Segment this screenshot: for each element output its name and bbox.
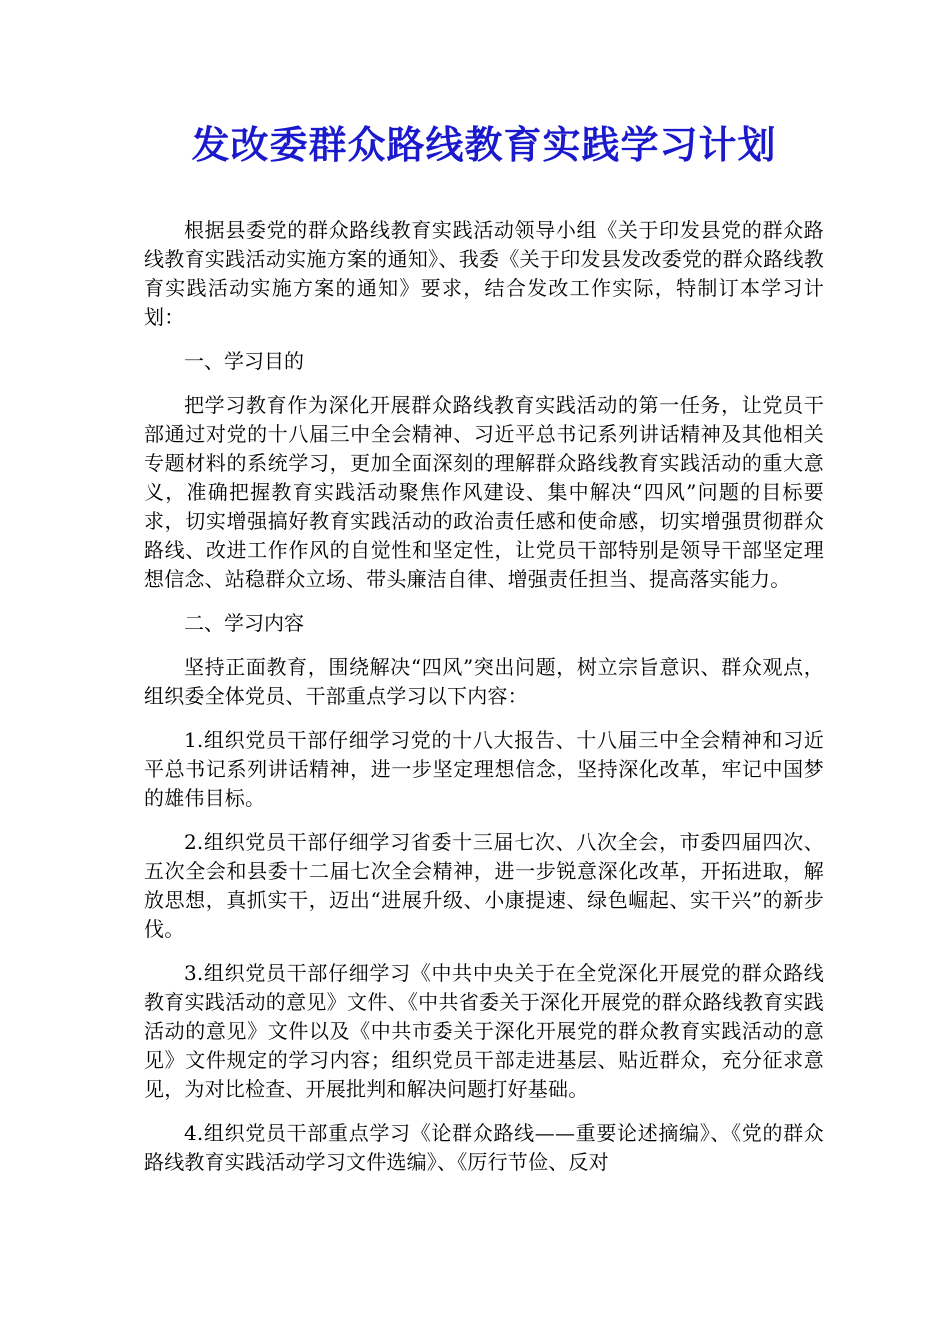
content-item-4: 4.组织党员干部重点学习《论群众路线——重要论述摘编》、《党的群众路线教育实践活动学习文件选编》、《厉行节俭、反对 bbox=[144, 1121, 824, 1174]
section-heading-content: 二、学习内容 bbox=[184, 611, 304, 635]
content-intro-paragraph: 坚持正面教育，围绕解决“四风”突出问题，树立宗旨意识、群众观点，组织委全体党员、干部重点学习以下内容： bbox=[144, 655, 824, 708]
content-item-3: 3.组织党员干部仔细学习《中共中央关于在全党深化开展党的群众路线教育实践活动的意见》文件、《中共省委关于深化开展党的群众路线教育实践活动的意见》文件以及《中共市委关于深化开展党的群众教育实践活动的意见》文件规定的学习内容；组织党员干部走进基层、贴近群众，充分征求意见，为对比检查、开展批判和解决问题打好基础。 bbox=[144, 961, 824, 1101]
section-heading-purpose: 一、学习目的 bbox=[184, 349, 304, 373]
purpose-paragraph: 把学习教育作为深化开展群众路线教育实践活动的第一任务，让党员干部通过对党的十八届三中全会精神、习近平总书记系列讲话精神及其他相关专题材料的系统学习，更加全面深刻的理解群众路线教育实践活动的重大意义，准确把握教育实践活动聚焦作风建设、集中解决“四风”问题的目标要求，切实增强搞好教育实践活动的政治责任感和使命感，切实增强贯彻群众路线、改进工作作风的自觉性和坚定性，让党员干部特别是领导干部坚定理想信念、站稳群众立场、带头廉洁自律、增强责任担当、提高落实能力。 bbox=[144, 393, 824, 591]
content-item-2: 2.组织党员干部仔细学习省委十三届七次、八次全会，市委四届四次、五次全会和县委十二届七次全会精神，进一步锐意深化改革，开拓进取，解放思想，真抓实干，迈出“进展升级、小康提速、绿色崛起、实干兴”的新步伐。 bbox=[144, 830, 824, 941]
content-item-1: 1.组织党员干部仔细学习党的十八大报告、十八届三中全会精神和习近平总书记系列讲话精神，进一步坚定理想信念，坚持深化改革，牢记中国梦的雄伟目标。 bbox=[144, 728, 824, 810]
intro-paragraph: 根据县委党的群众路线教育实践活动领导小组《关于印发县党的群众路线教育实践活动实施方案的通知》、我委《关于印发县发改委党的群众路线教育实践活动实施方案的通知》要求，结合发改工作实际，特制订本学习计划： bbox=[144, 218, 824, 329]
document-title: 发改委群众路线教育实践学习计划 bbox=[191, 122, 777, 167]
document-page bbox=[144, 118, 824, 1192]
